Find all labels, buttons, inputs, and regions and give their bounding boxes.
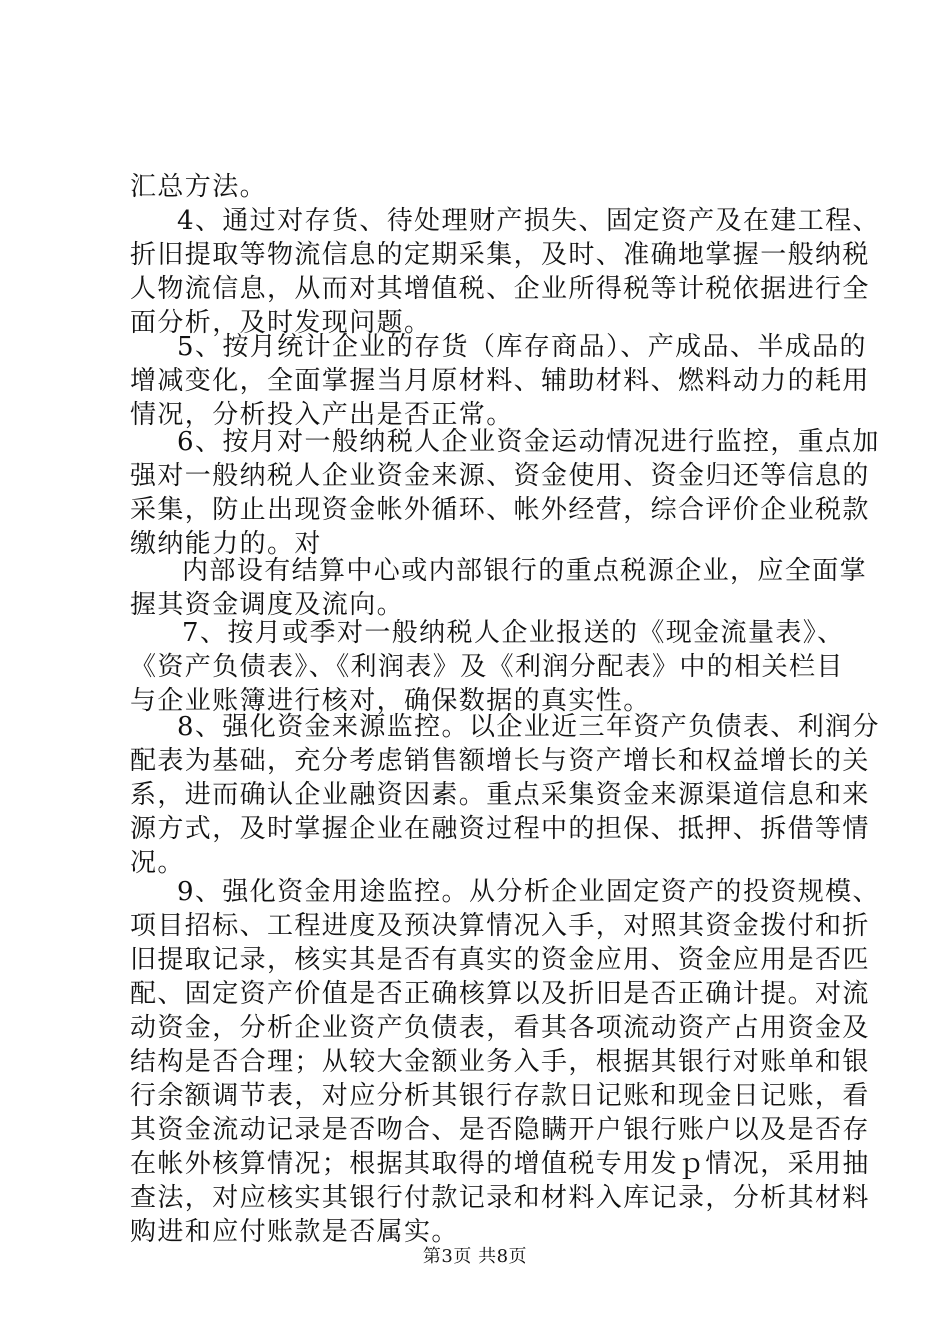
page-number-footer: 第3页 共8页 (422, 1246, 528, 1267)
text-line: 在帐外核算情况；根据其取得的增值税专用发ｐ情况，采用抽 (130, 1149, 870, 1179)
text-line: 查法，对应核实其银行付款记录和材料入库记录，分析其材料 (130, 1183, 870, 1213)
text-line: 购进和应付账款是否属实。 (130, 1217, 459, 1247)
text-line: 9、强化资金用途监控。从分析企业固定资产的投资规模、 (177, 877, 880, 907)
text-line: 8、强化资金来源监控。以企业近三年资产负债表、利润分 (177, 712, 880, 742)
text-line: 其资金流动记录是否吻合、是否隐瞒开户银行账户以及是否存 (130, 1115, 870, 1145)
text-line: 4、通过对存货、待处理财产损失、固定资产及在建工程、 (177, 206, 880, 236)
text-line: 旧提取记录，核实其是否有真实的资金应用、资金应用是否匹 (130, 945, 870, 975)
text-line: 采集，防止出现资金帐外循环、帐外经营，综合评价企业税款 (130, 495, 870, 525)
text-line: 折旧提取等物流信息的定期采集，及时、准确地掌握一般纳税 (130, 240, 870, 270)
text-line: 人物流信息，从而对其增值税、企业所得税等计税依据进行全 (130, 274, 870, 304)
text-line: 《资产负债表》、《利润表》及《利润分配表》中的相关栏目 (130, 652, 844, 682)
text-line: 增减变化，全面掌握当月原材料、辅助材料、燃料动力的耗用 (130, 366, 870, 396)
text-line: 结构是否合理；从较大金额业务入手，根据其银行对账单和银 (130, 1047, 870, 1077)
text-line: 缴纳能力的。对 (130, 529, 322, 559)
text-line: 6、按月对一般纳税人企业资金运动情况进行监控，重点加 (177, 427, 880, 457)
text-line: 面分析，及时发现问题。 (130, 308, 432, 338)
text-line: 配表为基础，充分考虑销售额增长与资产增长和权益增长的关 (130, 746, 870, 776)
text-line: 强对一般纳税人企业资金来源、资金使用、资金归还等信息的 (130, 461, 870, 491)
text-line: 配、固定资产价值是否正确核算以及折旧是否正确计提。对流 (130, 979, 870, 1009)
text-line: 动资金，分析企业资产负债表，看其各项流动资产占用资金及 (130, 1013, 870, 1043)
text-line: 5、按月统计企业的存货（库存商品）、产成品、半成品的 (177, 332, 867, 362)
text-line: 汇总方法。 (130, 172, 268, 202)
text-line: 7、按月或季对一般纳税人企业报送的《现金流量表》、 (182, 618, 845, 648)
text-line: 握其资金调度及流向。 (130, 590, 405, 620)
text-line: 情况，分析投入产出是否正常。 (130, 400, 514, 430)
text-line: 源方式，及时掌握企业在融资过程中的担保、抵押、拆借等情 (130, 814, 870, 844)
text-line: 况。 (130, 848, 185, 878)
text-line: 系，进而确认企业融资因素。重点采集资金来源渠道信息和来 (130, 780, 870, 810)
text-line: 项目招标、工程进度及预决算情况入手，对照其资金拨付和折 (130, 911, 870, 941)
text-line: 内部设有结算中心或内部银行的重点税源企业，应全面掌 (182, 556, 868, 586)
text-line: 行余额调节表，对应分析其银行存款日记账和现金日记账，看 (130, 1081, 870, 1111)
text-line: 与企业账簿进行核对，确保数据的真实性。 (130, 686, 651, 716)
